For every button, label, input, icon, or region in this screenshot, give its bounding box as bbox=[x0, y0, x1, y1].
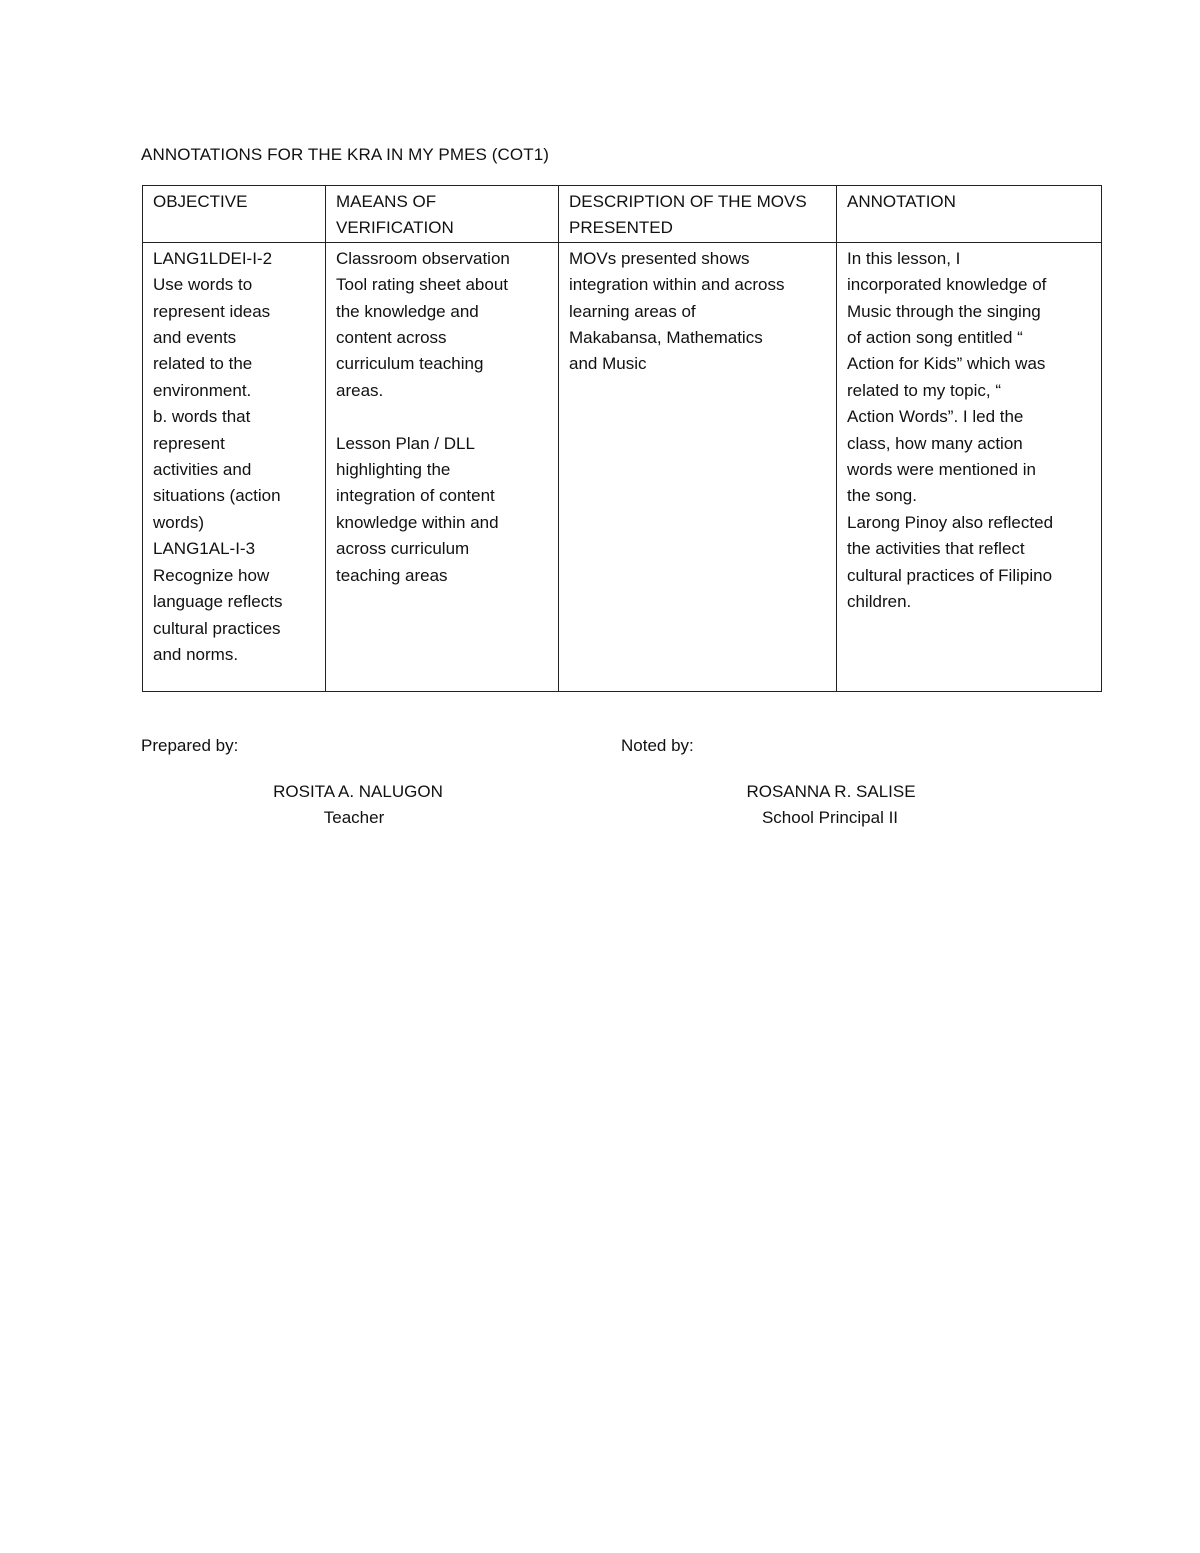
description-line: learning areas of bbox=[569, 301, 696, 321]
means-line: curriculum teaching bbox=[336, 354, 484, 374]
prepared-by-label: Prepared by: bbox=[141, 736, 239, 755]
objective-line: related to the bbox=[153, 354, 253, 374]
annotation-line: related to my topic, “ bbox=[847, 380, 1002, 400]
preparer-role: Teacher bbox=[323, 808, 385, 827]
description-line: MOVs presented shows bbox=[569, 248, 750, 268]
header-line: ANNOTATION bbox=[847, 192, 956, 211]
header-objective bbox=[143, 186, 326, 243]
annotation-line: Action for Kids” which was bbox=[847, 354, 1046, 374]
objective-line: language reflects bbox=[153, 592, 283, 612]
means-line: Tool rating sheet about bbox=[336, 275, 509, 295]
means-line: teaching areas bbox=[336, 565, 448, 585]
objective-line: environment. bbox=[153, 380, 252, 400]
objective-cell bbox=[143, 242, 326, 691]
description-line: integration within and across bbox=[569, 275, 785, 295]
annotations-table bbox=[142, 185, 1102, 692]
annotation-line: In this lesson, I bbox=[847, 248, 961, 268]
header-annotation bbox=[837, 186, 1102, 243]
annotation-line: children. bbox=[847, 592, 912, 612]
description-line: Makabansa, Mathematics bbox=[569, 328, 763, 348]
objective-line: represent ideas bbox=[153, 301, 271, 321]
header-line: OBJECTIVE bbox=[153, 192, 248, 211]
header-line: PRESENTED bbox=[569, 218, 673, 238]
objective-line: and norms. bbox=[153, 644, 239, 664]
objective-line: represent bbox=[153, 433, 225, 453]
annotation-line: the song. bbox=[847, 486, 917, 506]
preparer-name: ROSITA A. NALUGON bbox=[273, 782, 443, 801]
annotation-line: cultural practices of Filipino bbox=[847, 565, 1053, 585]
header-means-of-verification bbox=[326, 186, 559, 243]
noter-role: School Principal II bbox=[761, 808, 899, 827]
annotation-line: Larong Pinoy also reflected bbox=[847, 512, 1054, 532]
means-line: the knowledge and bbox=[336, 301, 479, 321]
table-header-row bbox=[143, 186, 1102, 243]
means-line: Lesson Plan / DLL bbox=[336, 433, 475, 453]
header-line: DESCRIPTION OF THE MOVS bbox=[569, 192, 807, 211]
means-line: across curriculum bbox=[336, 539, 470, 559]
means-line: knowledge within and bbox=[336, 512, 499, 532]
annotation-line: class, how many action bbox=[847, 433, 1023, 453]
means-line: integration of content bbox=[336, 486, 495, 506]
objective-line: Use words to bbox=[153, 275, 253, 295]
annotation-line: of action song entitled “ bbox=[847, 328, 1023, 348]
means-line: areas. bbox=[336, 380, 384, 400]
annotation-line: Music through the singing bbox=[847, 301, 1041, 321]
description-line: and Music bbox=[569, 354, 647, 374]
header-description bbox=[559, 186, 837, 243]
objective-line: situations (action bbox=[153, 486, 281, 506]
paragraph-gap bbox=[336, 404, 548, 430]
header-line: MAEANS OF bbox=[336, 192, 437, 211]
objective-line: Recognize how bbox=[153, 565, 270, 585]
objective-line: b. words that bbox=[153, 407, 251, 427]
objective-line: and events bbox=[153, 328, 237, 348]
noter-name: ROSANNA R. SALISE bbox=[746, 782, 916, 801]
annotation-line: Action Words”. I led the bbox=[847, 407, 1024, 427]
table-row bbox=[143, 242, 1102, 691]
objective-line: words) bbox=[153, 512, 205, 532]
header-line: VERIFICATION bbox=[336, 218, 454, 238]
means-line: content across bbox=[336, 328, 447, 348]
objective-line: cultural practices bbox=[153, 618, 281, 638]
noted-by-label: Noted by: bbox=[621, 736, 694, 755]
objective-line: activities and bbox=[153, 460, 252, 480]
objective-line: LANG1LDEI-I-2 bbox=[153, 248, 273, 268]
means-line: Classroom observation bbox=[336, 248, 510, 268]
means-line: highlighting the bbox=[336, 460, 451, 480]
document-title: ANNOTATIONS FOR THE KRA IN MY PMES (COT1) bbox=[141, 145, 550, 164]
annotation-line: the activities that reflect bbox=[847, 539, 1025, 559]
objective-line: LANG1AL-I-3 bbox=[153, 539, 256, 559]
annotation-cell bbox=[837, 242, 1102, 691]
annotation-line: words were mentioned in bbox=[847, 460, 1036, 480]
description-cell bbox=[559, 242, 837, 691]
means-of-verification-cell bbox=[326, 242, 559, 691]
annotation-line: incorporated knowledge of bbox=[847, 275, 1047, 295]
